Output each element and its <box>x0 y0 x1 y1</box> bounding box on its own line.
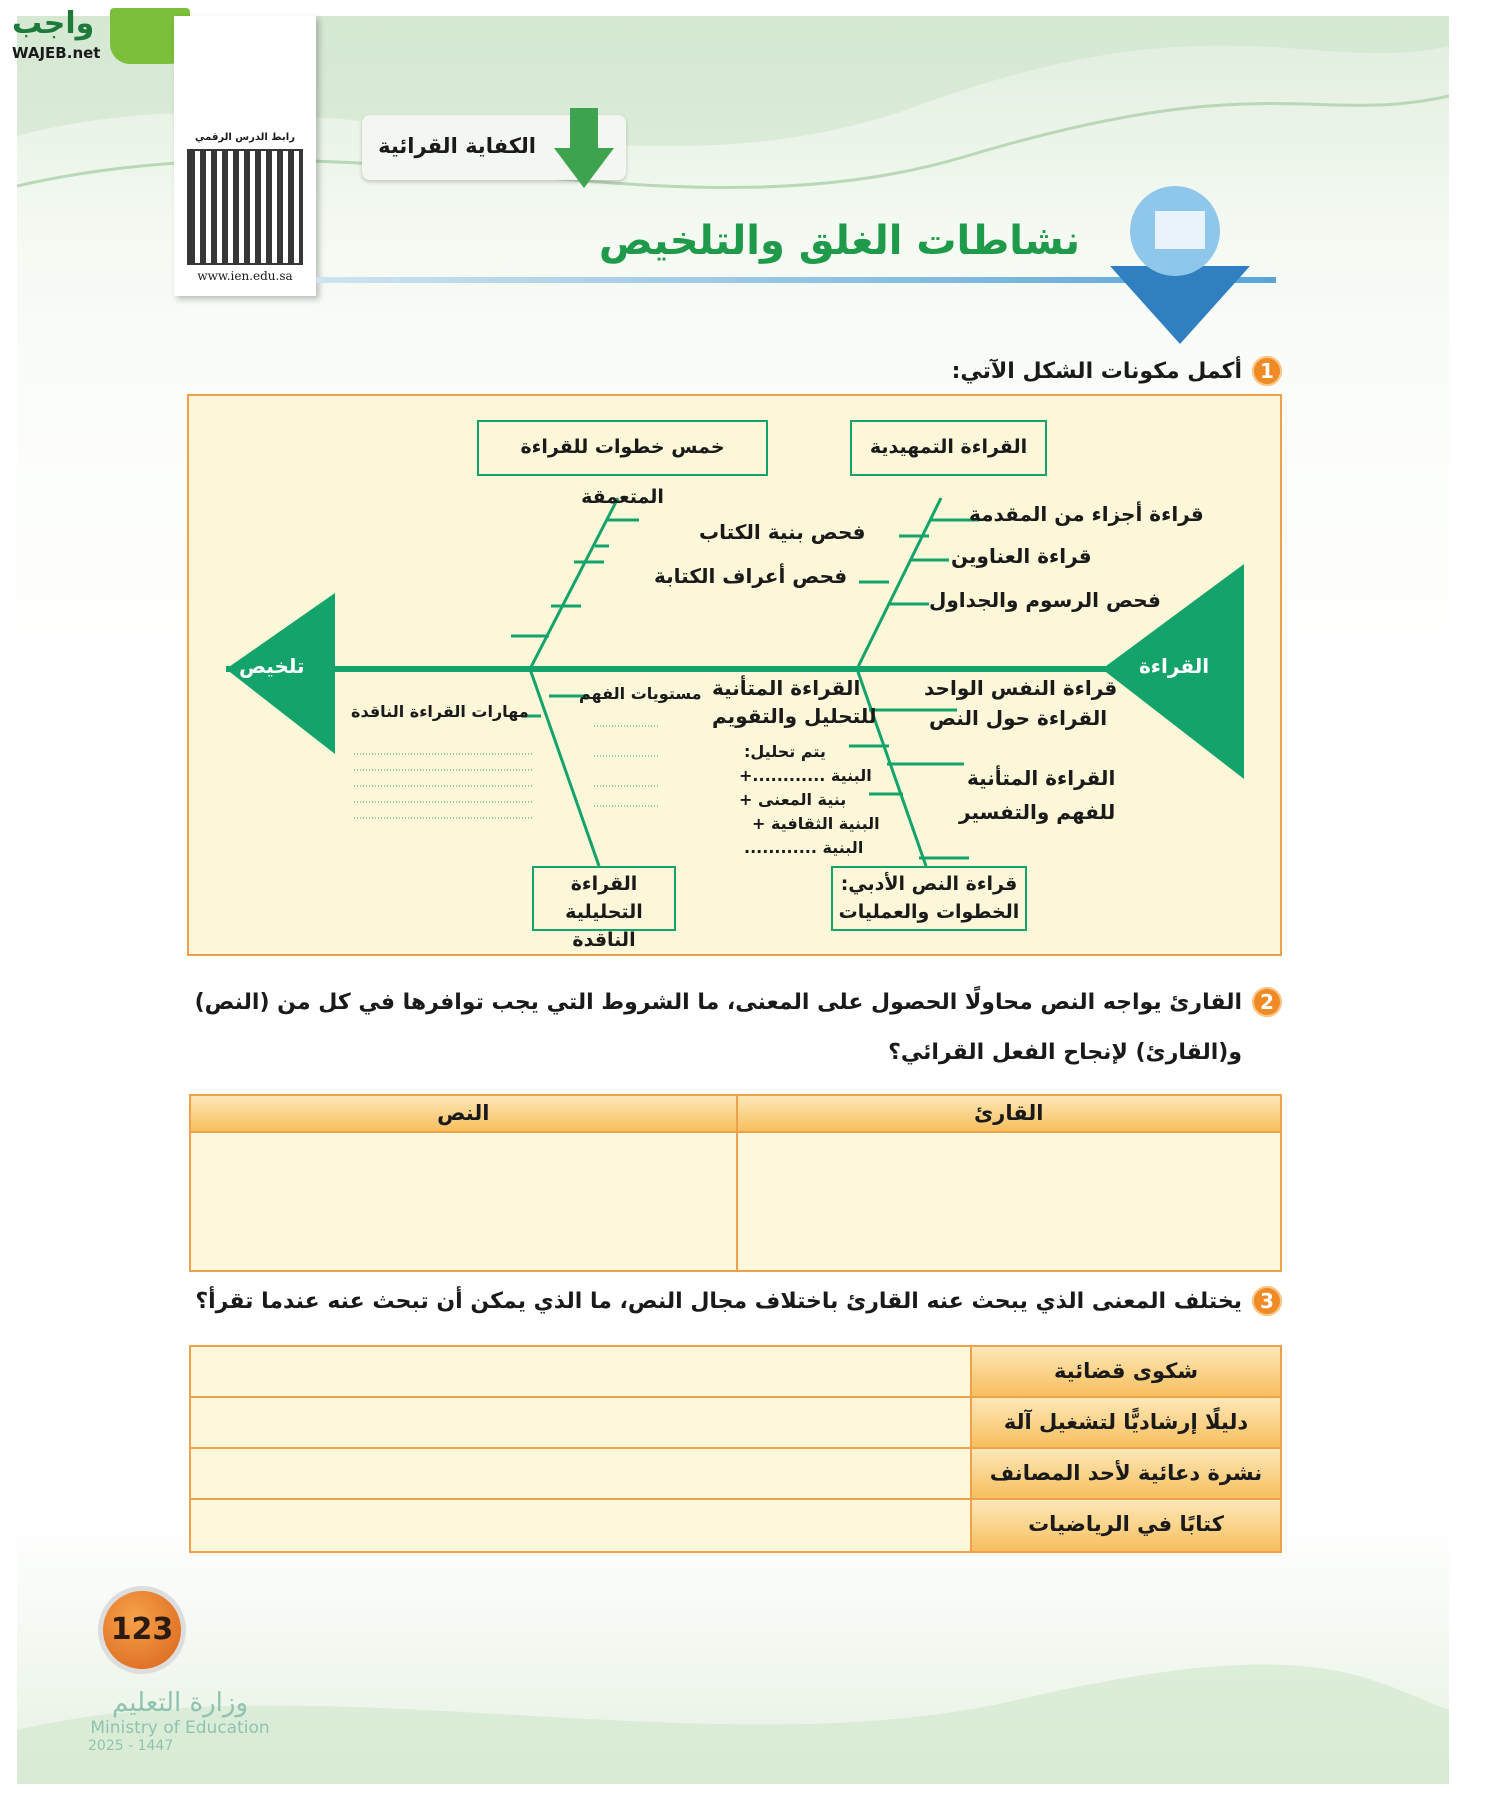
answer-cell[interactable] <box>191 1398 970 1447</box>
table-row <box>191 1500 1280 1551</box>
literary-box-line: قراءة النص الأدبي: <box>840 873 1018 895</box>
text-types-table <box>189 1345 1282 1553</box>
section-tag: الكفاية القرائية <box>362 115 626 180</box>
analysis-item: البنية ............+ <box>739 766 872 785</box>
analysis-item: يتم تحليل: <box>744 742 826 761</box>
lit-item: القراءة حول النص <box>929 706 1108 730</box>
wajeb-logo <box>10 6 190 66</box>
qr-url[interactable]: www.ien.edu.sa <box>197 269 293 283</box>
page-title: نشاطات الغلق والتلخيص <box>598 218 1080 264</box>
slow-analysis-label: للتحليل والتقويم <box>712 704 877 728</box>
table-header: النص <box>191 1096 736 1133</box>
ministry-ar: وزارة التعليم <box>111 1688 249 1718</box>
row-label: كتابًا في الرياضيات <box>970 1500 1280 1551</box>
logo-sub: WAJEB.net <box>12 44 101 62</box>
question-1 <box>600 356 1282 386</box>
analysis-item: بنية المعنى + <box>739 790 847 809</box>
qr-card[interactable] <box>174 16 316 296</box>
row-label: نشرة دعائية لأحد المصانف <box>970 1449 1280 1498</box>
question-text: و(القارئ) لإنجاح الفعل القرائي؟ <box>888 1040 1242 1065</box>
critical-box-line: القراءة التحليلية <box>565 873 643 923</box>
comprehension-label: مستويات الفهم <box>579 684 702 703</box>
analysis-item: البنية الثقافية + <box>752 814 880 833</box>
slow-analysis-label: القراءة المتأنية <box>712 676 861 700</box>
pre-item: فحص الرسوم والجداول <box>929 588 1161 612</box>
lit-item: القراءة المتأنية <box>967 766 1116 790</box>
head-label: القراءة <box>1139 654 1210 678</box>
reader-text-table <box>189 1094 1282 1272</box>
table-row <box>191 1347 1280 1398</box>
question-3 <box>189 1286 1282 1316</box>
table-header: القارئ <box>736 1096 1281 1133</box>
logo-name: واجب <box>12 6 95 41</box>
literary-box <box>831 866 1027 931</box>
question-number: 3 <box>1252 1286 1282 1316</box>
ministry-logo <box>80 1688 280 1754</box>
year: 2025 - 1447 <box>88 1738 174 1754</box>
reader-answer-cell[interactable] <box>736 1133 1281 1270</box>
table-row <box>191 1449 1280 1500</box>
question-text: أكمل مكونات الشكل الآتي: <box>951 359 1242 384</box>
fishbone-diagram <box>187 394 1282 956</box>
qr-caption: رابط الدرس الرقمي <box>195 132 295 143</box>
analysis-item: البنية ............ <box>744 838 864 857</box>
ministry-en: Ministry of Education <box>90 1718 270 1738</box>
lesson-emblem-icon <box>1100 186 1260 346</box>
arrow-down-icon <box>552 108 616 188</box>
row-label: شكوى قضائية <box>970 1347 1280 1396</box>
page-number: 123 <box>98 1586 186 1674</box>
question-number: 2 <box>1252 987 1282 1017</box>
answer-cell[interactable] <box>191 1449 970 1498</box>
text-answer-cell[interactable] <box>191 1133 736 1270</box>
five-item: فحص أعراف الكتابة <box>654 564 848 588</box>
pre-item: قراءة العناوين <box>951 544 1092 568</box>
five-item: فحص بنية الكتاب <box>699 520 866 544</box>
critical-box <box>532 866 676 951</box>
answer-cell[interactable] <box>191 1347 970 1396</box>
preliminary-box: القراءة التمهيدية <box>850 420 1047 476</box>
pre-item: قراءة أجزاء من المقدمة <box>969 502 1204 526</box>
question-text: القارئ يواجه النص محاولًا الحصول على المعنى، ما الشروط التي يجب توافرها في كل من (النص) <box>194 990 1242 1015</box>
critical-box-line: الناقدة <box>572 929 636 951</box>
question-text: يختلف المعنى الذي يبحث عنه القارئ باختلاف مجال النص، ما الذي يمكن أن تبحث عنه عندما تقرأ؟ <box>195 1289 1242 1314</box>
table-row <box>191 1398 1280 1449</box>
critical-skills-label: مهارات القراءة الناقدة <box>351 702 529 721</box>
question-number: 1 <box>1252 356 1282 386</box>
answer-cell[interactable] <box>191 1500 970 1551</box>
tail-label: تلخيص <box>239 654 305 678</box>
literary-box-line: الخطوات والعمليات <box>838 901 1020 923</box>
qr-code[interactable] <box>187 149 303 265</box>
five-steps-box: خمس خطوات للقراءة المتعمقة <box>477 420 768 476</box>
row-label: دليلًا إرشاديًّا لتشغيل آلة <box>970 1398 1280 1447</box>
question-2 <box>189 978 1282 1078</box>
lit-item: قراءة النفس الواحد <box>924 676 1118 700</box>
lit-item: للفهم والتفسير <box>959 800 1116 824</box>
